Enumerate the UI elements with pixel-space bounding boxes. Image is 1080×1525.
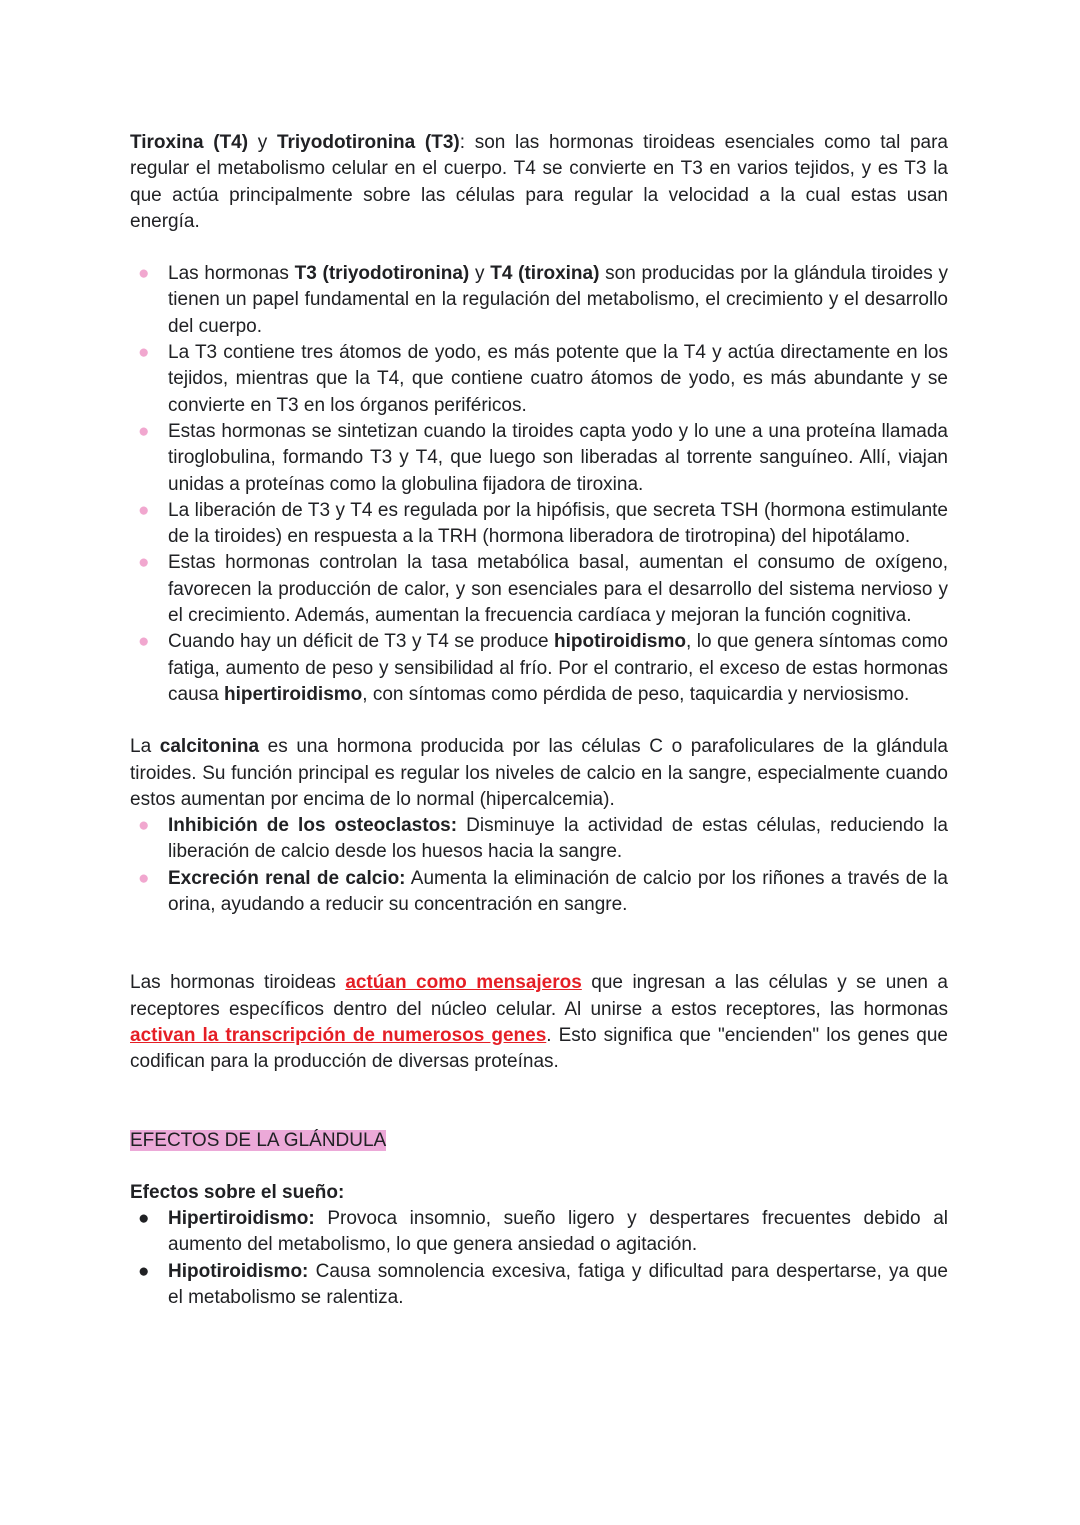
calcitonina-list (130, 813, 948, 918)
bullet-icon: ● (138, 815, 150, 837)
text: Provoca insomnio, sueño ligero y despertares frecuentes debido al aumento del metabolismo, lo que genera ansiedad o agitación. (168, 1208, 948, 1256)
text: La T3 contiene tres átomos de yodo, es más potente que la T4 y actúa directamente en los tejidos, mientras que la T4, que contiene cuatro átomos de yodo, es más abundante y se convierte en T3 en los órganos periféricos. (168, 342, 948, 416)
text: y (469, 263, 491, 285)
text: Las hormonas tiroideas (130, 972, 346, 994)
term-hipertiroidismo: hipertiroidismo (223, 683, 363, 705)
bullet-icon: ● (138, 342, 150, 364)
list-item (130, 498, 948, 551)
text: Las hormonas (168, 263, 295, 285)
list-item (130, 1206, 948, 1259)
text: son producidas por la glándula tiroides y tienen un papel fundamental en la regulación del metabolismo, el crecimiento y el desarrollo del cuerpo. (168, 263, 949, 337)
text: Cuando hay un déficit de T3 y T4 se produce (168, 631, 555, 653)
text: es una hormona producida por las células C o parafoliculares de la glándula tiroides. Su función principal es regular los niveles de calcio en la sangre, especialmente cuando estos aumentan por encima de lo normal (hipercalcemia). (130, 736, 949, 810)
text: Estas hormonas se sintetizan cuando la tiroides capta yodo y lo une a una proteína llamada tiroglobulina, formando T3 y T4, que luego son liberadas al torrente sanguíneo. Allí, viajan unidas a proteínas como la globulina fijadora de tiroxina. (168, 420, 948, 495)
bullet-icon: ● (138, 263, 150, 285)
term-tiroxina: Tiroxina (T4) (130, 132, 249, 153)
highlighted-phrase: actúan como mensajeros (345, 972, 582, 994)
bullet-icon: ● (138, 1208, 150, 1230)
bullet-icon: ● (138, 631, 150, 653)
section-heading-text: EFECTOS DE LA GLÁNDULA (130, 1129, 387, 1151)
list-item (130, 550, 948, 629)
list-item (130, 629, 948, 708)
text: La (130, 736, 160, 758)
item-title: Hipertiroidismo: (168, 1208, 315, 1230)
text: Aumenta la eliminación de calcio por los riñones a través de la orina, ayudando a reducir su concentración en sangre. (168, 867, 948, 916)
term-t3: T3 (triyodotironina) (294, 263, 470, 285)
bullet-icon: ● (138, 867, 150, 889)
bullet-icon: ● (138, 1260, 150, 1282)
text: Causa somnolencia excesiva, fatiga y dificultad para despertarse, ya que el metabolismo se ralentiza. (168, 1260, 948, 1308)
bullet-icon: ● (138, 552, 150, 574)
term-t4: T4 (tiroxina) (490, 263, 600, 285)
term-triyodotironina: Triyodotironina (T3) (276, 132, 460, 153)
intro-paragraph (130, 130, 948, 235)
list-item (130, 419, 948, 498)
mensajeros-paragraph (130, 970, 948, 1075)
section-heading (130, 1128, 948, 1154)
list-item (130, 866, 948, 919)
sueno-heading (130, 1180, 948, 1206)
subheading: Efectos sobre el sueño: (130, 1181, 345, 1203)
list-item (130, 340, 948, 419)
list-item (130, 261, 948, 340)
term-calcitonina: calcitonina (159, 736, 260, 758)
text: , lo que genera síntomas como fatiga, aumento de peso y sensibilidad al frío. Por el contrario, el exceso de estas hormonas causa (168, 631, 948, 705)
list-item (130, 813, 948, 866)
text: , con síntomas como pérdida de peso, taquicardia y nerviosismo. (362, 683, 910, 705)
calcitonina-paragraph (130, 734, 948, 813)
text: La liberación de T3 y T4 es regulada por la hipófisis, que secreta TSH (hormona estimulante de la tiroides) en respuesta a la TRH (hormona liberadora de tirotropina) del hipotálamo. (168, 499, 948, 548)
bullet-icon: ● (138, 499, 150, 521)
text: que ingresan a las células y se unen a receptores específicos dentro del núcleo celular. Al unirse a estos receptores, las hormonas (130, 972, 948, 1020)
text: y (248, 132, 277, 153)
document-page (130, 130, 948, 1311)
sueno-list (130, 1206, 948, 1311)
highlighted-phrase: activan la transcripción de numerosos genes (130, 1024, 547, 1046)
item-title: Inhibición de los osteoclastos: (168, 815, 458, 837)
hormone-facts-list (130, 261, 948, 708)
text: Disminuye la actividad de estas células, reduciendo la liberación de calcio desde los huesos hacia la sangre. (168, 815, 948, 863)
list-item (130, 1259, 948, 1312)
text: : son las hormonas tiroideas esenciales como tal para regular el metabolismo celular en el cuerpo. T4 se convierte en T3 en varios tejidos, y es T3 la que actúa principalmente sobre las células para regular la velocidad a la cual estas usan energía. (130, 132, 949, 232)
bullet-icon: ● (138, 420, 150, 442)
text: . Esto significa que "encienden" los genes que codifican para la producción de diversas proteínas. (130, 1024, 948, 1073)
item-title: Excreción renal de calcio: (168, 867, 406, 889)
item-title: Hipotiroidismo: (168, 1260, 309, 1282)
text: Estas hormonas controlan la tasa metabólica basal, aumentan el consumo de oxígeno, favorecen la producción de calor, y son esenciales para el desarrollo del sistema nervioso y el crecimiento. Además, aumentan la frecuencia cardíaca y mejoran la función cognitiva. (168, 552, 948, 627)
term-hipotiroidismo: hipotiroidismo (554, 631, 686, 653)
